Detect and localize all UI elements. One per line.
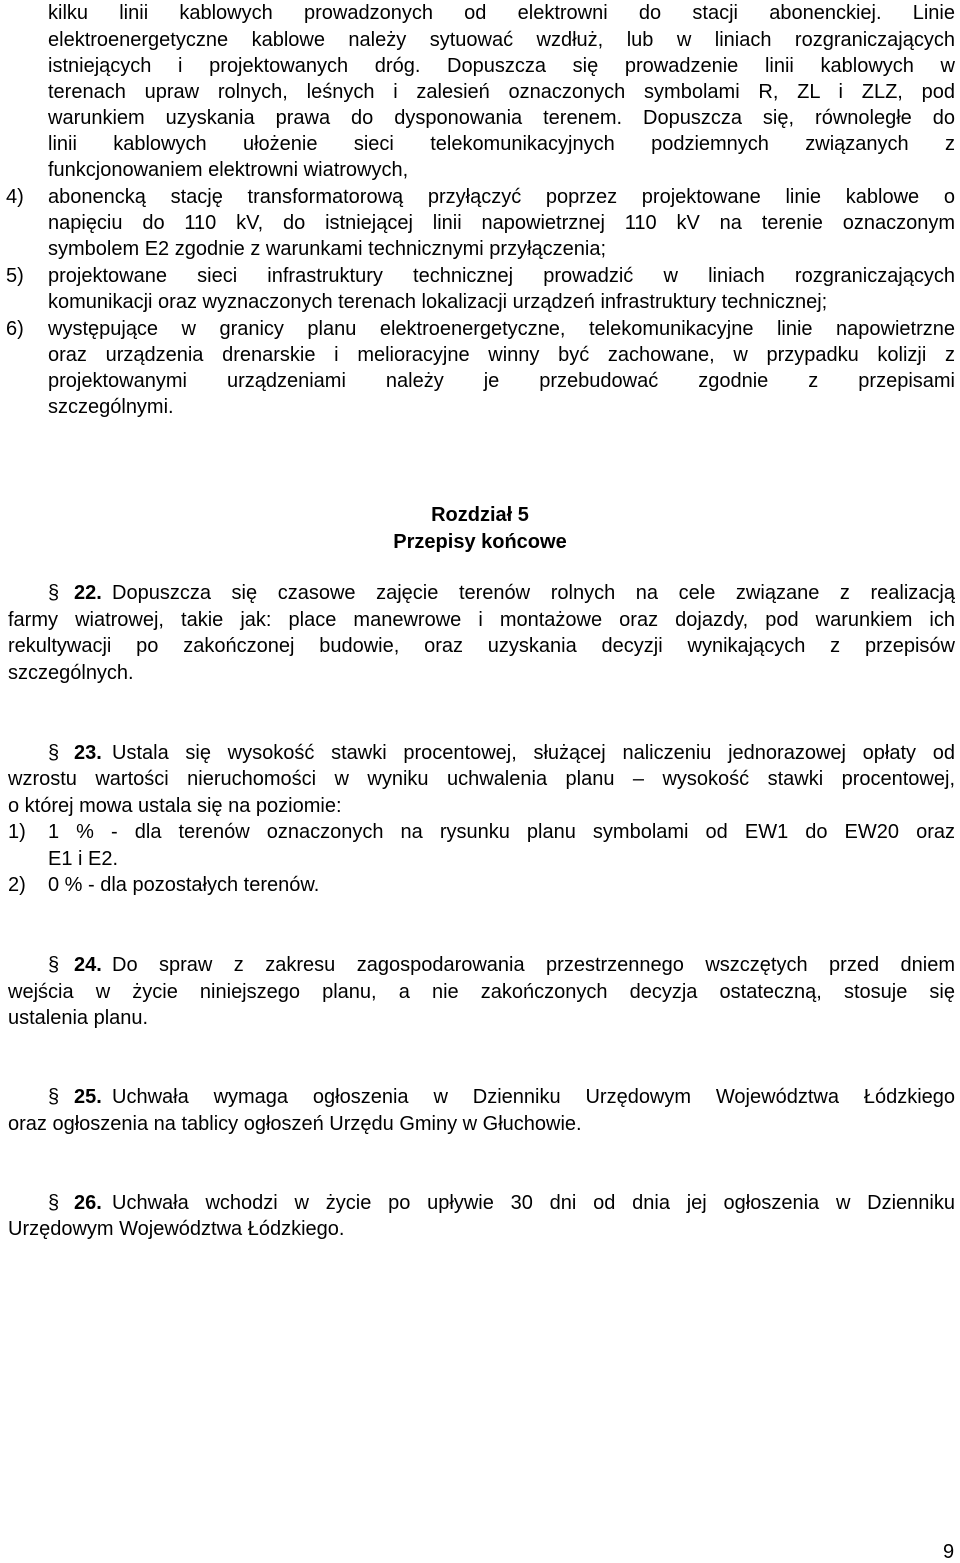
section-text: Uchwała wchodzi w życie po upływie 30 dni od dnia jej ogłoszenia w Dzienniku [112,1192,955,1214]
list-item-line: napięciu do 110 kV, do istniejącej linii napowietrznej 110 kV na terenie oznaczonym [48,212,955,234]
section-text: Uchwała wymaga ogłoszenia w Dzienniku Urzędowym Województwa Łódzkiego [112,1086,955,1108]
list-item-line: oraz urządzenia drenarskie i melioracyjne winny być zachowane, w przypadku kolizji z [48,344,955,366]
section-sign: § [48,1086,60,1108]
section-text: Do spraw z zakresu zagospodarowania przestrzennego wszczętych przed dniem [112,954,955,976]
section-line: farmy wiatrowej, takie jak: place manewrowe i montażowe oraz dojazdy, pod warunkiem ich [8,609,955,631]
list-item-line: E1 i E2. [48,848,119,870]
section-line: wzrostu wartości nieruchomości w wyniku uchwalenia planu – wysokość stawki procentowej, [8,768,955,790]
section-line: o której mowa ustala się na poziomie: [8,795,342,817]
paragraph-line: istniejących i projektowanych dróg. Dopuszcza się prowadzenie linii kablowych w [48,55,955,77]
list-item-line: komunikacji oraz wyznaczonych terenach lokalizacji urządzeń infrastruktury technicznej; [48,291,828,313]
section-number: 24. [74,954,102,976]
paragraph-line: warunkiem uzyskania prawa do dysponowania terenem. Dopuszcza się, równoległe do [48,107,955,129]
section-line: rekultywacji po zakończonej budowie, oraz uzyskania decyzji wynikających z przepisów [8,635,955,657]
list-item-line: szczególnymi. [48,396,174,418]
list-item-line: 1 % - dla terenów oznaczonych na rysunku planu symbolami od EW1 do EW20 oraz [48,821,955,843]
section-line: oraz ogłoszenia na tablicy ogłoszeń Urzędu Gminy w Głuchowie. [8,1113,582,1135]
section-text: Dopuszcza się czasowe zajęcie terenów rolnych na cele związane z realizacją [112,582,955,604]
section-sign: § [48,1192,60,1214]
paragraph-line: kilku linii kablowych prowadzonych od elektrowni do stacji abonenckiej. Linie [48,2,955,24]
chapter-number: Rozdział 5 [431,504,529,526]
list-item-number: 5) [6,265,24,287]
section-first-line [8,740,955,767]
section-sign: § [48,582,60,604]
page-number: 9 [943,1541,955,1563]
section-number: 22. [74,582,102,604]
paragraph-line: funkcjonowaniem elektrowni wiatrowych, [48,159,409,181]
chapter-title: Przepisy końcowe [393,531,567,553]
paragraph-line: linii kablowych ułożenie sieci telekomunikacyjnych podziemnych związanych z [48,133,955,155]
section-line: szczególnych. [8,662,134,684]
section-sign: § [48,954,60,976]
paragraph-line: terenach upraw rolnych, leśnych i zalesień oznaczonych symbolami R, ZL i ZLZ, pod [48,81,955,103]
paragraph-line: elektroenergetyczne kablowe należy sytuować wzdłuż, lub w liniach rozgraniczających [48,29,955,51]
list-item-number: 2) [8,874,26,896]
section-number: 26. [74,1192,102,1214]
section-text: Ustala się wysokość stawki procentowej, służącej naliczeniu jednorazowej opłaty od [112,742,955,764]
section-first-line [8,1190,955,1217]
section-sign: § [48,742,60,764]
section-first-line [8,580,955,607]
section-number: 23. [74,742,102,764]
list-item-line: projektowane sieci infrastruktury technicznej prowadzić w liniach rozgraniczających [48,265,955,287]
section-line: Urzędowym Województwa Łódzkiego. [8,1218,345,1240]
list-item-number: 1) [8,821,26,843]
section-line: wejścia w życie niniejszego planu, a nie zakończonych decyzja ostateczną, stosuje się [8,981,955,1003]
section-number: 25. [74,1086,102,1108]
list-item-line: występujące w granicy planu elektroenergetyczne, telekomunikacyjne linie napowietrzne [48,318,955,340]
section-first-line [8,952,955,979]
list-item-line: 0 % - dla pozostałych terenów. [48,874,320,896]
list-item-line: abonencką stację transformatorową przyłączyć poprzez projektowane linie kablowe o [48,186,955,208]
list-item-line: projektowanymi urządzeniami należy je przebudować zgodnie z przepisami [48,370,955,392]
list-item-number: 6) [6,318,24,340]
section-line: ustalenia planu. [8,1007,149,1029]
list-item-line: symbolem E2 zgodnie z warunkami technicznymi przyłączenia; [48,238,607,260]
section-first-line [8,1084,955,1111]
list-item-number: 4) [6,186,24,208]
